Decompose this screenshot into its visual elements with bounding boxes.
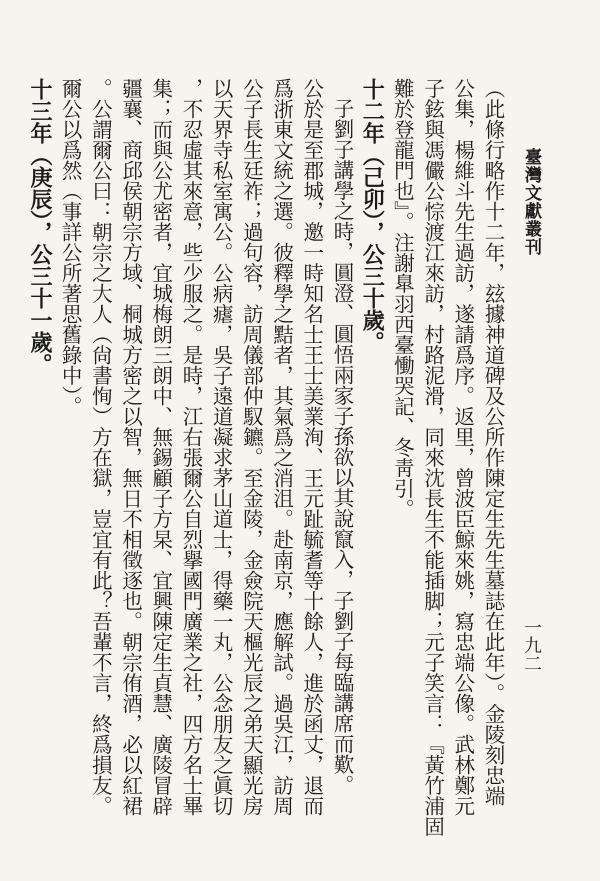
- year-heading: 十三年（庚辰），公三十一歲。: [26, 78, 53, 375]
- running-header-title: 臺灣文獻叢刊: [521, 148, 541, 256]
- vertical-text-body: [25, 78, 508, 838]
- text-column: 難於登龍門也』。注謝臯羽西臺慟哭記、冬靑引。: [390, 78, 415, 519]
- text-column: 子鉉與馮儼公悰渡江來訪，村路泥滑，同來沈長生不能插脚；元子笑言：『黃竹浦固: [420, 78, 445, 837]
- text-column: （此條行略作十二年，玆據神道碑及公所作陳定生先生墓誌在此年）。金陵刻忠端: [481, 78, 505, 806]
- text-column: 公於是至郡城，邀一時知名士王士美業洵、王元趾毓耆等十餘人，進於函丈，退而: [299, 78, 324, 816]
- text-column: 子劉子講學之時，圓澄、圓悟兩家子孫欲以其說竄入，子劉子每臨講席而歎。: [329, 98, 354, 795]
- text-column: 公集，楊維斗先生過訪，遂請爲序。返里，曾波臣鯨來姚，寫忠端公像。武林鄭元: [450, 78, 475, 816]
- text-column: 疆襄、商邱侯朝宗方域、桐城方密之以智，無日不相徵逐也。朝宗侑酒，必以紅裙: [118, 78, 143, 816]
- text-column: 集；而與公尤密者，宜城梅朗三朗中、無錫顧子方杲、宜興陳定生貞慧、廣陵冒辟: [148, 78, 173, 816]
- text-column: 以天界寺私室寓公。公病瘧，吳子遠道凝求茅山道士，得藥一丸，公念朋友之眞切: [209, 78, 234, 816]
- text-column: ，不忍虛其來意，些少服之。是時，江右張爾公自烈擧國門廣業之社，四方名士畢: [178, 78, 203, 816]
- year-heading: 十二年（己卯），公三十歲。: [359, 78, 386, 353]
- text-column: 公子長生廷祚；過句容，訪周儀部仲馭鑣。至金陵，金僉院天樞光辰之弟天顯光房: [239, 78, 264, 816]
- text-column: 爲浙東文統之選。彼釋學之黠者，其氣爲之消沮。赴南京，應解試。過吳江，訪周: [269, 78, 294, 816]
- text-column: 爾公以爲然（事詳公所著思舊錄中）。: [58, 78, 83, 417]
- text-column: 。公謂爾公曰：朝宗之大人（尙書恂）方在獄，豈宜有此？吾輩不言，終爲損友。: [88, 78, 113, 816]
- page-number: 一九二: [521, 618, 542, 672]
